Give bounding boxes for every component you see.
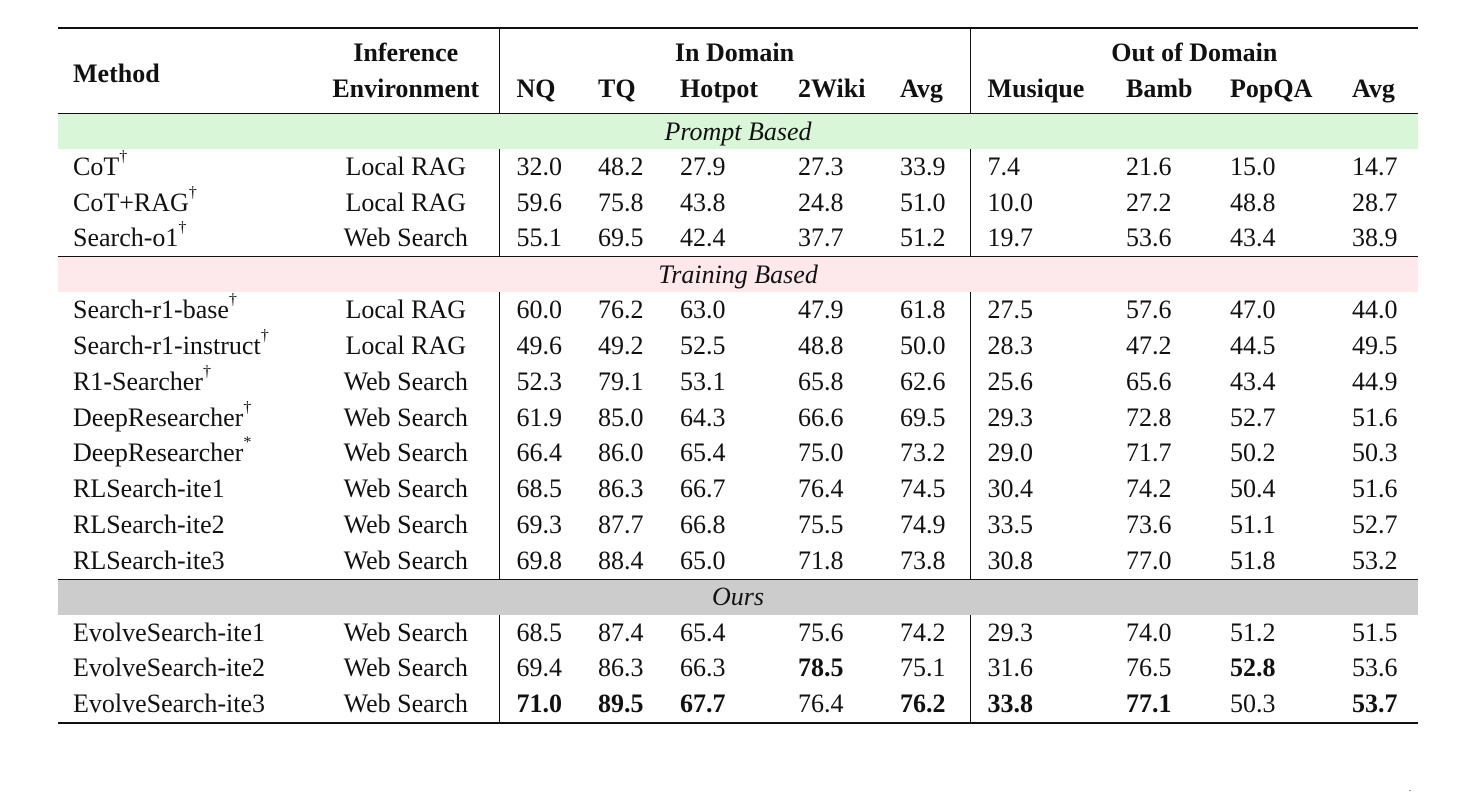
score-cell: 77.1 bbox=[1126, 689, 1172, 719]
method-cell bbox=[58, 471, 313, 507]
method-name: Search-r1-base bbox=[73, 295, 229, 325]
score-cell: 89.5 bbox=[598, 689, 644, 719]
table-row bbox=[58, 292, 1418, 328]
environment-cell: Web Search bbox=[343, 653, 468, 683]
score-cell: 7.4 bbox=[970, 149, 1109, 185]
table-row bbox=[58, 471, 1418, 507]
score-cell: 25.6 bbox=[970, 364, 1109, 400]
score-cell: 66.6 bbox=[798, 402, 844, 432]
header-col-nq: NQ bbox=[499, 71, 581, 114]
table-row bbox=[58, 615, 1418, 651]
header-col-tq: TQ bbox=[598, 74, 636, 103]
score-cell: 38.9 bbox=[1352, 223, 1398, 253]
environment-cell: Local RAG bbox=[345, 331, 467, 361]
method-cell bbox=[58, 436, 313, 472]
score-cell: 59.6 bbox=[499, 185, 581, 221]
environment-cell: Web Search bbox=[343, 402, 468, 432]
page-speck bbox=[1409, 790, 1411, 791]
score-cell: 55.1 bbox=[499, 221, 581, 257]
table-row bbox=[58, 185, 1418, 221]
method-footnote-mark: † bbox=[260, 327, 269, 345]
score-cell: 29.3 bbox=[970, 400, 1109, 436]
score-cell: 77.0 bbox=[1126, 545, 1172, 575]
table-row bbox=[58, 328, 1418, 364]
score-cell: 27.2 bbox=[1126, 187, 1172, 217]
score-cell: 49.6 bbox=[499, 328, 581, 364]
score-cell: 85.0 bbox=[598, 402, 644, 432]
score-cell: 75.1 bbox=[900, 653, 946, 683]
method-cell bbox=[58, 686, 313, 723]
score-cell: 86.3 bbox=[598, 653, 644, 683]
score-cell: 51.5 bbox=[1352, 617, 1398, 647]
score-cell: 43.4 bbox=[1230, 223, 1276, 253]
method-name: RLSearch-ite2 bbox=[73, 510, 225, 540]
score-cell: 65.4 bbox=[680, 438, 726, 468]
header-method: Method bbox=[73, 59, 160, 88]
score-cell: 75.8 bbox=[598, 187, 644, 217]
score-cell: 52.3 bbox=[499, 364, 581, 400]
score-cell: 66.8 bbox=[680, 510, 726, 540]
method-cell bbox=[58, 149, 313, 185]
method-cell bbox=[58, 328, 313, 364]
results-table bbox=[58, 27, 1418, 724]
score-cell: 79.1 bbox=[598, 366, 644, 396]
score-cell: 37.7 bbox=[798, 223, 844, 253]
score-cell: 53.7 bbox=[1352, 689, 1398, 719]
score-cell: 28.3 bbox=[970, 328, 1109, 364]
score-cell: 47.2 bbox=[1126, 331, 1172, 361]
score-cell: 49.2 bbox=[598, 331, 644, 361]
score-cell: 44.0 bbox=[1352, 295, 1398, 325]
method-name: DeepResearcher bbox=[73, 438, 244, 468]
environment-cell: Web Search bbox=[343, 366, 468, 396]
score-cell: 51.8 bbox=[1230, 545, 1276, 575]
score-cell: 52.8 bbox=[1230, 653, 1276, 683]
score-cell: 66.3 bbox=[680, 653, 726, 683]
table-body bbox=[58, 114, 1418, 724]
score-cell: 65.4 bbox=[680, 617, 726, 647]
score-cell: 30.8 bbox=[970, 543, 1109, 579]
header-env-line2: Environment bbox=[332, 74, 480, 103]
method-name: Search-o1 bbox=[73, 223, 179, 253]
score-cell: 71.7 bbox=[1126, 438, 1172, 468]
header-in-domain: In Domain bbox=[499, 28, 970, 71]
score-cell: 48.2 bbox=[598, 151, 644, 181]
group-header-row bbox=[58, 114, 1418, 150]
score-cell: 52.7 bbox=[1352, 510, 1398, 540]
score-cell: 27.5 bbox=[970, 292, 1109, 328]
score-cell: 71.0 bbox=[499, 686, 581, 723]
table-row bbox=[58, 400, 1418, 436]
environment-cell: Local RAG bbox=[345, 295, 467, 325]
score-cell: 49.5 bbox=[1352, 331, 1398, 361]
score-cell: 72.8 bbox=[1126, 402, 1172, 432]
header-col-out-avg: Avg bbox=[1352, 74, 1395, 103]
score-cell: 29.3 bbox=[970, 615, 1109, 651]
method-cell bbox=[58, 543, 313, 579]
score-cell: 66.7 bbox=[680, 474, 726, 504]
header-env-line1: Inference bbox=[353, 38, 459, 67]
score-cell: 71.8 bbox=[798, 545, 844, 575]
method-cell bbox=[58, 221, 313, 257]
method-name: CoT bbox=[73, 151, 120, 181]
score-cell: 61.8 bbox=[900, 295, 946, 325]
method-cell bbox=[58, 185, 313, 221]
score-cell: 53.2 bbox=[1352, 545, 1398, 575]
score-cell: 44.5 bbox=[1230, 331, 1276, 361]
score-cell: 65.8 bbox=[798, 366, 844, 396]
method-footnote-mark: † bbox=[243, 398, 252, 416]
score-cell: 73.6 bbox=[1126, 510, 1172, 540]
group-title: Prompt Based bbox=[58, 114, 1418, 150]
method-name: EvolveSearch-ite2 bbox=[73, 653, 266, 683]
score-cell: 74.5 bbox=[900, 474, 946, 504]
group-title: Training Based bbox=[58, 257, 1418, 293]
score-cell: 27.9 bbox=[680, 151, 726, 181]
method-name: RLSearch-ite1 bbox=[73, 474, 225, 504]
score-cell: 69.8 bbox=[499, 543, 581, 579]
score-cell: 50.4 bbox=[1230, 474, 1276, 504]
score-cell: 69.5 bbox=[598, 223, 644, 253]
environment-cell: Web Search bbox=[343, 510, 468, 540]
score-cell: 50.0 bbox=[900, 331, 946, 361]
table-row bbox=[58, 686, 1418, 723]
method-cell bbox=[58, 507, 313, 543]
table-row bbox=[58, 221, 1418, 257]
header-col-in-avg: Avg bbox=[900, 74, 943, 103]
group-header-row bbox=[58, 579, 1418, 615]
method-name: R1-Searcher bbox=[73, 366, 203, 396]
score-cell: 88.4 bbox=[598, 545, 644, 575]
score-cell: 75.6 bbox=[798, 617, 844, 647]
score-cell: 50.3 bbox=[1352, 438, 1398, 468]
score-cell: 51.2 bbox=[900, 223, 946, 253]
score-cell: 48.8 bbox=[1230, 187, 1276, 217]
method-cell bbox=[58, 651, 313, 687]
method-footnote-mark: † bbox=[188, 183, 197, 201]
score-cell: 87.7 bbox=[598, 510, 644, 540]
score-cell: 51.1 bbox=[1230, 510, 1276, 540]
environment-cell: Web Search bbox=[343, 545, 468, 575]
score-cell: 10.0 bbox=[970, 185, 1109, 221]
header-col-bamb: Bamb bbox=[1126, 74, 1193, 103]
score-cell: 74.0 bbox=[1126, 617, 1172, 647]
score-cell: 57.6 bbox=[1126, 295, 1172, 325]
score-cell: 53.6 bbox=[1352, 653, 1398, 683]
method-footnote-mark: † bbox=[178, 219, 187, 237]
score-cell: 75.0 bbox=[798, 438, 844, 468]
header-col-musique: Musique bbox=[970, 71, 1109, 114]
environment-cell: Web Search bbox=[343, 438, 468, 468]
method-footnote-mark: † bbox=[119, 147, 128, 165]
method-cell bbox=[58, 292, 313, 328]
score-cell: 53.6 bbox=[1126, 223, 1172, 253]
method-footnote-mark: † bbox=[202, 362, 211, 380]
score-cell: 33.8 bbox=[970, 686, 1109, 723]
score-cell: 33.9 bbox=[900, 151, 946, 181]
score-cell: 74.2 bbox=[1126, 474, 1172, 504]
score-cell: 69.5 bbox=[900, 402, 946, 432]
score-cell: 75.5 bbox=[798, 510, 844, 540]
score-cell: 21.6 bbox=[1126, 151, 1172, 181]
score-cell: 78.5 bbox=[798, 653, 844, 683]
score-cell: 65.6 bbox=[1126, 366, 1172, 396]
score-cell: 47.0 bbox=[1230, 295, 1276, 325]
score-cell: 52.7 bbox=[1230, 402, 1276, 432]
score-cell: 53.1 bbox=[680, 366, 726, 396]
method-cell bbox=[58, 400, 313, 436]
score-cell: 64.3 bbox=[680, 402, 726, 432]
score-cell: 51.2 bbox=[1230, 617, 1276, 647]
environment-cell: Web Search bbox=[343, 223, 468, 253]
group-header-row bbox=[58, 257, 1418, 293]
score-cell: 63.0 bbox=[680, 295, 726, 325]
score-cell: 44.9 bbox=[1352, 366, 1398, 396]
score-cell: 32.0 bbox=[499, 149, 581, 185]
score-cell: 42.4 bbox=[680, 223, 726, 253]
table-row bbox=[58, 651, 1418, 687]
score-cell: 76.2 bbox=[900, 689, 946, 719]
score-cell: 69.4 bbox=[499, 651, 581, 687]
score-cell: 87.4 bbox=[598, 617, 644, 647]
score-cell: 66.4 bbox=[499, 436, 581, 472]
score-cell: 52.5 bbox=[680, 331, 726, 361]
score-cell: 65.0 bbox=[680, 545, 726, 575]
score-cell: 24.8 bbox=[798, 187, 844, 217]
score-cell: 61.9 bbox=[499, 400, 581, 436]
score-cell: 76.4 bbox=[798, 474, 844, 504]
table-row bbox=[58, 364, 1418, 400]
score-cell: 86.3 bbox=[598, 474, 644, 504]
score-cell: 14.7 bbox=[1352, 151, 1398, 181]
method-name: DeepResearcher bbox=[73, 402, 244, 432]
score-cell: 31.6 bbox=[970, 651, 1109, 687]
score-cell: 43.8 bbox=[680, 187, 726, 217]
method-footnote-mark: † bbox=[228, 291, 237, 309]
header-col-hotpot: Hotpot bbox=[680, 74, 758, 103]
score-cell: 62.6 bbox=[900, 366, 946, 396]
score-cell: 27.3 bbox=[798, 151, 844, 181]
score-cell: 76.4 bbox=[798, 689, 844, 719]
score-cell: 74.9 bbox=[900, 510, 946, 540]
score-cell: 51.6 bbox=[1352, 474, 1398, 504]
method-name: RLSearch-ite3 bbox=[73, 545, 225, 575]
score-cell: 76.5 bbox=[1126, 653, 1172, 683]
score-cell: 51.6 bbox=[1352, 402, 1398, 432]
score-cell: 73.8 bbox=[900, 545, 946, 575]
score-cell: 29.0 bbox=[970, 436, 1109, 472]
table-row bbox=[58, 149, 1418, 185]
method-cell bbox=[58, 615, 313, 651]
score-cell: 68.5 bbox=[499, 615, 581, 651]
header-out-of-domain: Out of Domain bbox=[970, 28, 1418, 71]
score-cell: 60.0 bbox=[499, 292, 581, 328]
score-cell: 68.5 bbox=[499, 471, 581, 507]
score-cell: 69.3 bbox=[499, 507, 581, 543]
table-row bbox=[58, 507, 1418, 543]
score-cell: 43.4 bbox=[1230, 366, 1276, 396]
method-name: EvolveSearch-ite1 bbox=[73, 617, 266, 647]
score-cell: 19.7 bbox=[970, 221, 1109, 257]
environment-cell: Local RAG bbox=[345, 187, 467, 217]
score-cell: 86.0 bbox=[598, 438, 644, 468]
score-cell: 48.8 bbox=[798, 331, 844, 361]
environment-cell: Web Search bbox=[343, 617, 468, 647]
method-name: EvolveSearch-ite3 bbox=[73, 689, 266, 719]
score-cell: 76.2 bbox=[598, 295, 644, 325]
score-cell: 47.9 bbox=[798, 295, 844, 325]
header-col-popqa: PopQA bbox=[1230, 74, 1313, 103]
method-cell bbox=[58, 364, 313, 400]
score-cell: 50.3 bbox=[1230, 689, 1276, 719]
score-cell: 73.2 bbox=[900, 438, 946, 468]
score-cell: 30.4 bbox=[970, 471, 1109, 507]
score-cell: 33.5 bbox=[970, 507, 1109, 543]
group-title: Ours bbox=[58, 579, 1418, 615]
table-row bbox=[58, 436, 1418, 472]
environment-cell: Local RAG bbox=[345, 151, 467, 181]
environment-cell: Web Search bbox=[343, 689, 468, 719]
environment-cell: Web Search bbox=[343, 474, 468, 504]
table-row bbox=[58, 543, 1418, 579]
score-cell: 28.7 bbox=[1352, 187, 1398, 217]
header-col-2wiki: 2Wiki bbox=[798, 74, 866, 103]
method-name: Search-r1-instruct bbox=[73, 331, 261, 361]
score-cell: 67.7 bbox=[680, 689, 726, 719]
score-cell: 51.0 bbox=[900, 187, 946, 217]
score-cell: 74.2 bbox=[900, 617, 946, 647]
score-cell: 50.2 bbox=[1230, 438, 1276, 468]
score-cell: 15.0 bbox=[1230, 151, 1276, 181]
method-footnote-mark: * bbox=[243, 434, 252, 452]
method-name: CoT+RAG bbox=[73, 187, 189, 217]
